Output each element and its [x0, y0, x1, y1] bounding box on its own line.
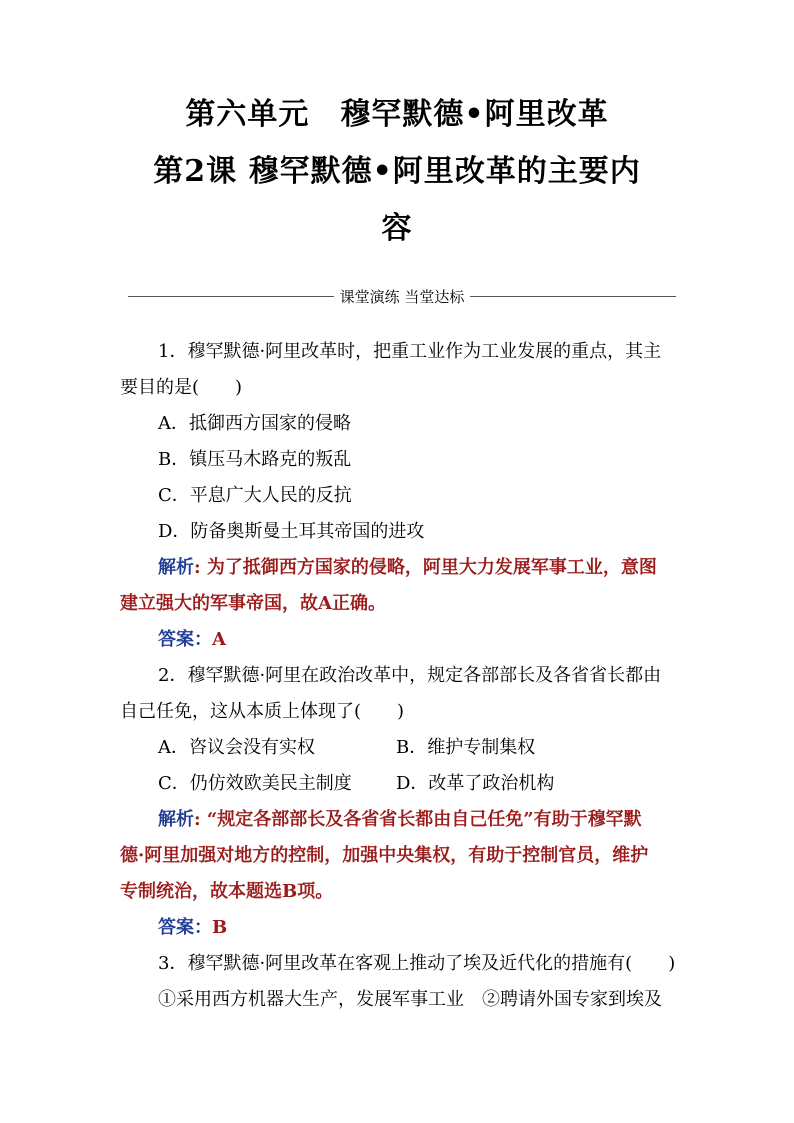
- q2-option-d: D．改革了政治机构: [396, 773, 555, 794]
- q2-option-a: A．咨议会没有实权: [158, 737, 315, 758]
- q1-option-c: C．平息广大人民的反抗: [158, 485, 352, 506]
- q2-stem-line1: 2．穆罕默德·阿里在政治改革中，规定各部部长及各省省长都由: [158, 665, 662, 686]
- section-divider: [128, 284, 676, 308]
- q2-answer: [120, 910, 676, 946]
- question-list: [120, 334, 676, 1018]
- q2-analysis-line3: 专制统治，故本题选B项。: [120, 881, 334, 902]
- section-label: 课堂演练 当堂达标: [339, 287, 465, 306]
- q2-answer-value: B: [212, 917, 228, 938]
- q1-stem-line2: 要目的是( ): [120, 377, 243, 398]
- q3-stem-line2: ①采用西方机器大生产，发展军事工业 ②聘请外国专家到埃及: [158, 989, 662, 1010]
- q2-analysis-label: 解析: [158, 809, 194, 830]
- lesson-title: 第2课 穆罕默德•阿里改革的主要内: [153, 154, 641, 189]
- q1-option-a: A．抵御西方国家的侵略: [158, 413, 351, 434]
- q2-options-row2: [120, 766, 676, 802]
- q2-option-c: C．仍仿效欧美民主制度: [158, 773, 352, 794]
- lesson-title-continued: 容: [381, 211, 413, 246]
- q3-stem-line1: 3．穆罕默德·阿里改革在客观上推动了埃及近代化的措施有( ): [158, 953, 676, 974]
- divider-line-left: [128, 296, 334, 297]
- q2-answer-label: 答案：: [158, 917, 212, 938]
- divider-line-right: [470, 296, 676, 297]
- q1-option-d: D．防备奥斯曼土耳其帝国的进攻: [158, 521, 425, 542]
- q2-stem-line2: 自己任免，这从本质上体现了( ): [120, 701, 405, 722]
- q2-options-row1: [120, 730, 676, 766]
- q2-analysis-line1: [120, 802, 676, 838]
- q1-answer-label: 答案：: [158, 629, 212, 650]
- q1-analysis-line1: [120, 550, 676, 586]
- q1-analysis-line2: 建立强大的军事帝国，故A正确。: [120, 593, 386, 614]
- q2-option-b: B．维护专制集权: [396, 737, 536, 758]
- unit-title: 第六单元 穆罕默德•阿里改革: [185, 97, 609, 132]
- q1-answer-value: A: [212, 629, 226, 650]
- q1-stem-line1: 1．穆罕默德·阿里改革时，把重工业作为工业发展的重点，其主: [158, 341, 662, 362]
- q1-analysis-text1: : 为了抵御西方国家的侵略，阿里大力发展军事工业，意图: [194, 557, 657, 578]
- q1-answer: [120, 622, 676, 658]
- q1-option-b: B．镇压马木路克的叛乱: [158, 449, 352, 470]
- q1-analysis-label: 解析: [158, 557, 194, 578]
- q2-analysis-line2: 德·阿里加强对地方的控制，加强中央集权，有助于控制官员，维护: [120, 845, 649, 866]
- q2-analysis-text1: : “规定各部部长及各省省长都由自己任免”有助于穆罕默: [194, 809, 642, 830]
